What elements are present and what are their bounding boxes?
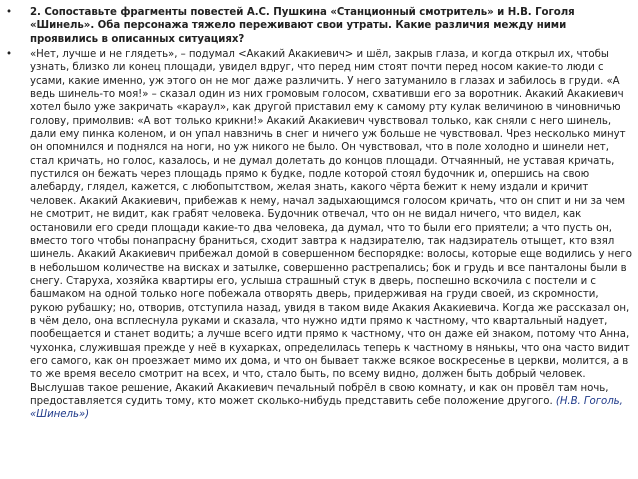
bullet-list xyxy=(6,6,632,422)
excerpt-source: (Н.В. Гоголь, «Шинель») xyxy=(30,395,623,421)
task-bullet xyxy=(6,6,632,46)
task-text: 2. Сопоставьте фрагменты повестей А.С. Пушкина «Станционный смотритель» и Н.В. Гоголя «Шинель». Оба персонажа тяжело переживают свои утраты. Какие различия между ними проявились в описанных ситуациях? xyxy=(30,7,575,45)
excerpt-bullet xyxy=(6,48,632,422)
bullet-icon: • xyxy=(6,7,12,18)
bullet-icon: • xyxy=(6,49,12,61)
excerpt-text: «Нет, лучше и не глядеть», – подумал <Акакий Акакиевич> и шёл, закрыв глаза, и когда открыл их, чтобы узнать, близко ли конец площади, увидел вдруг, что перед ним стоят почти перед носом какие-то люди с усами, какие именно, уж этого он не мог даже различить. У него затуманило в глазах и забилось в груди. «А ведь шинель-то моя!» – сказал один из них громовым голосом, схвативши его за воротник. Акакий Акакиевич хотел было уже закричать «караул», как другой приставил ему к самому рту кулак величиною в чиновничью голову, примолвив: «А вот только крикни!» Акакий Акакиевич чувствовал только, как сняли с него шинель, дали ему пинка коленом, и он упал навзничь в снег и ничего уж больше не чувствовал. Чрез несколько минут он опомнился и поднялся на ноги, но уж никого не было. Он чувствовал, что в поле холодно и шинели нет, стал кричать, но голос, казалось, и не думал долетать до концов площади. Отчаянный, не уставая кричать, пустился он бежать через площадь прямо к будке, подле которой стоял будочник и, опершись на свою алебарду, глядел, кажется, с любопытством, желая знать, какого чёрта бежит к нему издали и кричит человек. Акакий Акакиевич, прибежав к нему, начал задыхающимся голосом кричать, что он спит и ни за чем не смотрит, не видит, как грабят человека. Будочник отвечал, что он не видал ничего, что видел, как остановили его среди площади какие-то два человека, да думал, что то были его приятели; а что пусть он, вместо того чтобы понапрасну браниться, сходит завтра к надзирателю, так надзиратель отыщет, кто взял шинель. Акакий Акакиевич прибежал домой в совершенном беспорядке: волосы, которые еще водились у него в небольшом количестве на висках и затылке, совершенно растрепались; бок и грудь и все панталоны были в снегу. Старуха, хозяйка квартиры его, услыша страшный стук в дверь, поспешно вскочила с постели и с башмаком на одной только ноге побежала отворять дверь, придерживая на груди своей, из скромности, рукою рубашку; но, отворив, отступила назад, увидя в таком виде Акакия Акакиевича. Когда же рассказал он, в чём дело, она всплеснула руками и сказала, что нужно идти прямо к частному, что квартальный надует, пообещается и станет водить; а лучше всего идти прямо к частному, что он даже ей знаком, потому что Анна, чухонка, служившая прежде у неё в кухарках, определилась теперь к частному в нянькы, что она часто видит его самого, как он проезжает мимо их дома, и что он бывает также всякое воскресенье в церкви, молится, а в то же время весело смотрит на всех, и что, стало быть, по всему видно, должен быть добрый человек. Выслушав такое решение, Акакий Акакиевич печальный побрёл в свою комнату, и как он провёл там ночь, предоставляется судить тому, кто может сколько-нибудь представить себе положение другого. xyxy=(30,49,632,407)
